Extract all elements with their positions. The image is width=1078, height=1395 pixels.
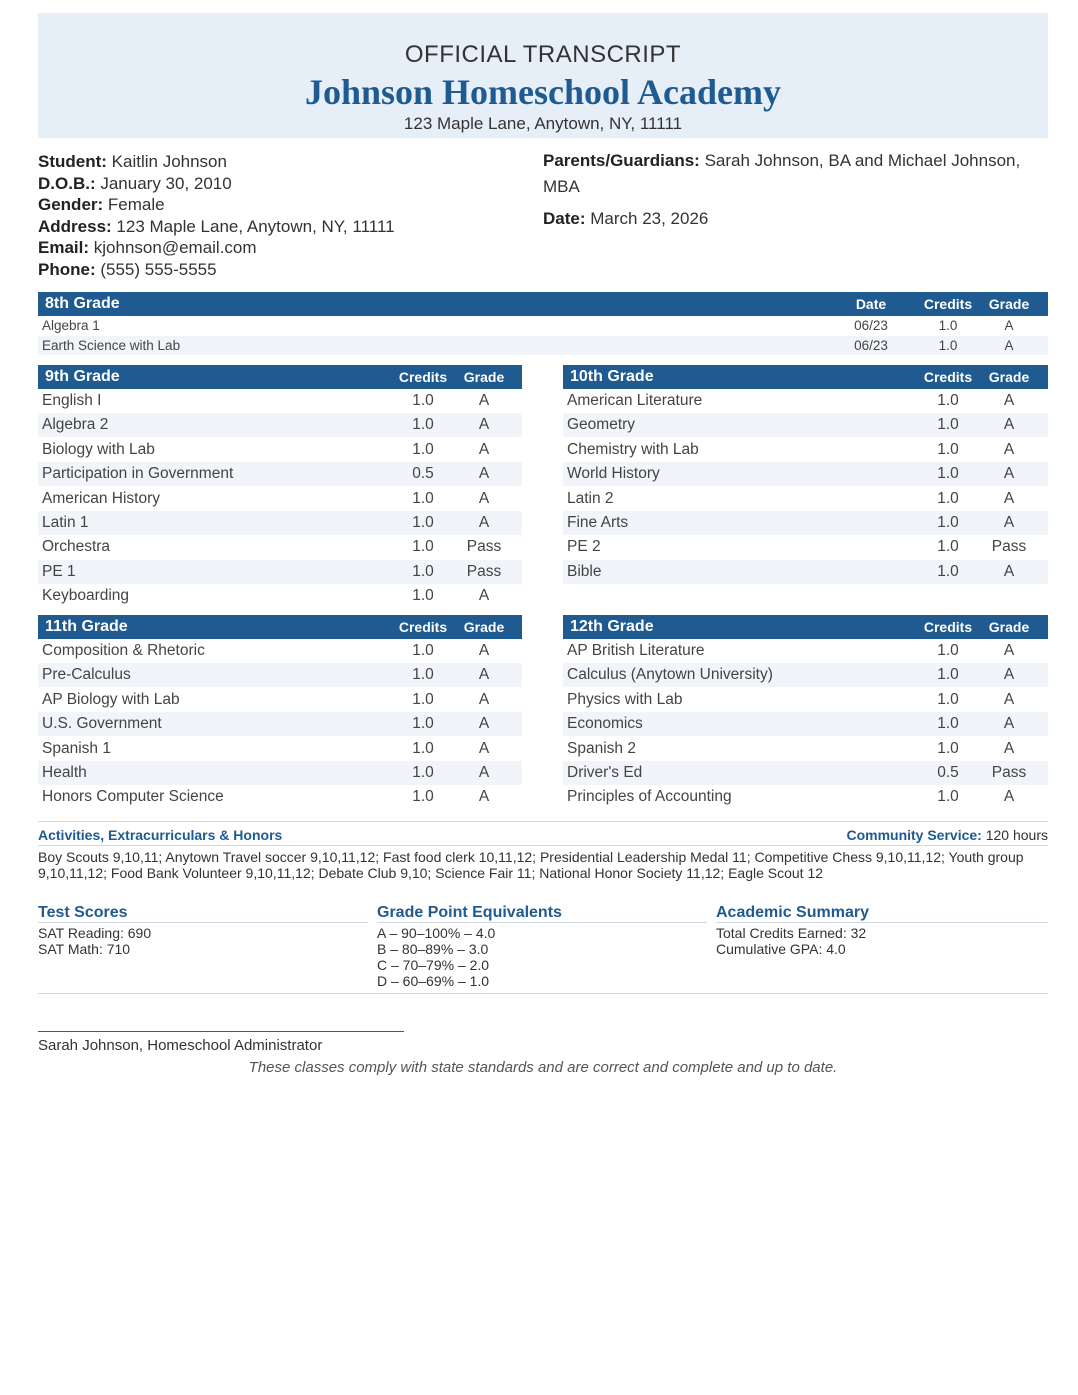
school-name: Johnson Homeschool Academy [304, 72, 782, 112]
parents-line [543, 148, 1053, 200]
grade12-grade-header: Grade [988, 619, 1030, 635]
grade8-grade-header: Grade [988, 296, 1030, 312]
table-row [38, 535, 522, 559]
gpa-equivalents-title: Grade Point Equivalents [377, 904, 562, 921]
course-grade: A [478, 392, 490, 409]
grade9-title: 9th Grade [45, 368, 120, 385]
course-credits: 1.0 [412, 764, 434, 781]
course-grade: A [1003, 715, 1015, 733]
course-grade: A [1003, 440, 1015, 458]
address-value: 123 Maple Lane, Anytown, NY, 11111 [116, 216, 395, 236]
course-credits: 0.5 [412, 465, 434, 483]
course-credits: 1.0 [412, 739, 434, 757]
table-row [563, 535, 1048, 559]
course-name: PE 1 [42, 562, 76, 580]
course-grade: A [1003, 465, 1015, 483]
gpa-line-a: A – 90–100% – 4.0 [377, 925, 496, 941]
grade12-header [563, 615, 1048, 639]
student-label: Student: [38, 152, 107, 171]
course-credits: 1.0 [937, 416, 959, 434]
course-name: English I [42, 392, 102, 409]
course-name: Orchestra [42, 538, 111, 556]
phone-label: Phone: [38, 259, 96, 279]
grade9-grade-header: Grade [463, 369, 505, 385]
course-grade: A [1003, 788, 1015, 806]
official-transcript-label: OFFICIAL TRANSCRIPT [404, 41, 682, 68]
community-service-value: 120 hours [985, 827, 1048, 843]
community-service-label: Community Service: [846, 827, 982, 843]
course-name: Health [42, 764, 87, 781]
course-credits: 1.0 [937, 562, 959, 580]
certification-statement: These classes comply with state standards and are correct and complete and up to date. [248, 1059, 838, 1076]
sat-math: SAT Math: 710 [38, 941, 131, 957]
course-grade: A [478, 666, 490, 684]
course-name: Spanish 1 [42, 739, 111, 757]
gender-line [38, 194, 518, 216]
grade11-title: 11th Grade [45, 618, 128, 635]
table-row [563, 438, 1048, 462]
student-info [38, 151, 518, 280]
course-name: Calculus (Anytown University) [567, 666, 773, 684]
grade8-header [38, 292, 1048, 316]
course-name: PE 2 [567, 538, 601, 556]
course-grade: A [1004, 337, 1014, 353]
course-grade: A [1003, 562, 1015, 580]
parents-label: Parents/Guardians: [543, 151, 700, 170]
gpa-equivalents-divider [377, 922, 707, 923]
course-grade: A [1003, 514, 1015, 531]
grade11-credits-header: Credits [398, 619, 448, 635]
parents-value: Sarah Johnson, BA and Michael Johnson, MBA [543, 151, 1021, 196]
course-credits: 1.0 [937, 489, 959, 507]
activities-text: Boy Scouts 9,10,11; Anytown Travel soccer 9,10,11,12; Fast food clerk 10,11,12; Presidential Leadership Medal 11; Competitive Chess 9,10,11,12; Youth group 9,10,11,12; Food Bank Volunteer 9,10,11,12; Debate Club 9,10; Science Fair 11; National Honor Society 11,12; Eagle Scout 12 [38, 849, 1024, 881]
table-row [563, 511, 1048, 535]
course-grade: Pass [466, 562, 502, 580]
course-name: Latin 1 [42, 514, 89, 531]
course-name: Geometry [567, 416, 636, 434]
table-row [38, 511, 522, 535]
course-grade: A [1003, 642, 1015, 659]
course-grade: A [478, 465, 490, 483]
course-name: Algebra 2 [42, 416, 109, 434]
table-row [38, 560, 522, 584]
activities-top-divider [38, 821, 1048, 822]
course-credits: 1.0 [937, 642, 959, 659]
course-credits: 1.0 [412, 642, 434, 659]
course-grade: A [1004, 318, 1014, 333]
course-credits: 1.0 [937, 465, 959, 483]
course-grade: A [478, 489, 490, 507]
activities-divider [38, 845, 1048, 846]
course-credits: 1.0 [937, 788, 959, 806]
academic-summary-list [716, 925, 866, 957]
course-credits: 1.0 [412, 514, 434, 531]
test-scores-list [38, 925, 151, 957]
table-row [563, 462, 1048, 486]
course-grade: A [1003, 489, 1015, 507]
course-date: 06/23 [854, 337, 888, 353]
course-credits: 1.0 [412, 666, 434, 684]
table-row [38, 584, 522, 608]
course-credits: 1.0 [937, 538, 959, 556]
table-row [38, 413, 522, 437]
student-name: Kaitlin Johnson [111, 152, 227, 171]
course-credits: 1.0 [937, 690, 959, 708]
course-name: Driver's Ed [567, 764, 643, 781]
table-row [38, 336, 1048, 355]
course-name: AP British Literature [567, 642, 705, 659]
table-row [563, 560, 1048, 584]
course-credits: 1.0 [938, 318, 958, 333]
grade8-title: 8th Grade [45, 295, 120, 312]
course-grade: A [478, 642, 490, 659]
gpa-line-c: C – 70–79% – 2.0 [377, 957, 490, 973]
grade10-grade-header: Grade [988, 369, 1030, 385]
table-row [38, 663, 522, 687]
gpa-line-d: D – 60–69% – 1.0 [377, 973, 490, 989]
course-name: Fine Arts [567, 514, 629, 531]
course-name: Economics [567, 715, 643, 733]
grade10-title: 10th Grade [570, 368, 654, 385]
table-row [563, 413, 1048, 437]
course-name: Pre-Calculus [42, 666, 131, 684]
course-name: American History [42, 489, 160, 507]
table-row [38, 487, 522, 511]
course-grade: A [478, 715, 490, 733]
grade8-credits-header: Credits [923, 296, 973, 312]
date-label: Date: [543, 209, 586, 228]
cumulative-gpa: Cumulative GPA: 4.0 [716, 941, 846, 957]
school-address: 123 Maple Lane, Anytown, NY, 11111 [403, 114, 683, 133]
course-grade: A [1003, 392, 1015, 409]
course-grade: Pass [466, 538, 502, 556]
table-row [563, 639, 1048, 663]
course-name: American Literature [567, 392, 703, 409]
table-row [38, 737, 522, 761]
course-credits: 1.0 [412, 392, 434, 409]
course-credits: 1.0 [412, 788, 434, 806]
table-row [38, 688, 522, 712]
dob-value: January 30, 2010 [100, 173, 232, 193]
course-grade: A [478, 440, 490, 458]
course-name: Honors Computer Science [42, 788, 224, 806]
course-name: Keyboarding [42, 587, 130, 605]
course-credits: 1.0 [937, 666, 959, 684]
phone-value: (555) 555-5555 [100, 259, 217, 279]
course-name: AP Biology with Lab [42, 690, 180, 708]
course-name: Spanish 2 [567, 739, 636, 757]
course-name: Principles of Accounting [567, 788, 732, 806]
address-line [38, 216, 518, 238]
grade9-header [38, 365, 522, 389]
course-grade: A [1003, 739, 1015, 757]
table-row [563, 785, 1048, 809]
phone-line [38, 259, 518, 281]
course-credits: 1.0 [937, 440, 959, 458]
course-grade: A [478, 690, 490, 708]
guardian-info [543, 148, 1053, 232]
date-line [543, 206, 1053, 232]
test-scores-title: Test Scores [38, 904, 128, 921]
course-name: Algebra 1 [42, 318, 100, 333]
table-row [38, 438, 522, 462]
table-row [38, 785, 522, 809]
course-credits: 1.0 [937, 715, 959, 733]
course-grade: A [478, 416, 490, 434]
course-grade: Pass [991, 764, 1027, 781]
test-scores-divider [38, 922, 368, 923]
course-name: Latin 2 [567, 489, 614, 507]
table-row [38, 639, 522, 663]
date-value: March 23, 2026 [590, 209, 709, 228]
academic-summary-title: Academic Summary [716, 904, 869, 921]
course-credits: 0.5 [937, 764, 959, 781]
course-credits: 1.0 [412, 690, 434, 708]
grade10-credits-header: Credits [923, 369, 973, 385]
gender-value: Female [107, 195, 165, 214]
course-credits: 1.0 [937, 392, 959, 409]
table-row [563, 737, 1048, 761]
course-date: 06/23 [854, 318, 888, 333]
course-grade: A [478, 514, 490, 531]
course-grade: A [1003, 416, 1015, 434]
grade12-title: 12th Grade [570, 618, 654, 635]
community-service [846, 827, 1048, 843]
transcript-header [38, 13, 1048, 138]
sat-reading: SAT Reading: 690 [38, 925, 152, 941]
course-credits: 1.0 [412, 416, 434, 434]
email-label: Email: [38, 238, 90, 257]
course-credits: 1.0 [412, 538, 434, 556]
course-credits: 1.0 [412, 715, 434, 733]
table-row [563, 663, 1048, 687]
course-grade: A [1003, 666, 1015, 684]
course-name: Chemistry with Lab [567, 440, 699, 458]
table-row [563, 389, 1048, 413]
course-name: World History [567, 465, 660, 483]
course-name: Bible [567, 562, 602, 580]
table-row [563, 688, 1048, 712]
signature-name: Sarah Johnson, Homeschool Administrator [38, 1037, 323, 1054]
email-value: kjohnson@email.com [93, 238, 257, 257]
gpa-line-b: B – 80–89% – 3.0 [377, 941, 489, 957]
course-credits: 1.0 [412, 440, 434, 458]
course-credits: 1.0 [937, 514, 959, 531]
table-row [38, 389, 522, 413]
signature-line [38, 1031, 404, 1032]
activities-title: Activities, Extracurriculars & Honors [38, 827, 283, 843]
course-grade: Pass [991, 538, 1027, 556]
course-grade: A [478, 587, 490, 605]
course-name: Biology with Lab [42, 440, 155, 458]
summary-bottom-divider [38, 993, 1048, 994]
table-row [563, 487, 1048, 511]
grade10-header [563, 365, 1048, 389]
course-name: Participation in Government [42, 465, 234, 483]
gender-label: Gender: [38, 195, 104, 214]
table-row [38, 462, 522, 486]
grade12-credits-header: Credits [923, 619, 973, 635]
table-row [38, 712, 522, 736]
course-name: Composition & Rhetoric [42, 642, 205, 659]
dob-label: D.O.B.: [38, 173, 96, 193]
grade9-credits-header: Credits [398, 369, 448, 385]
gpa-equivalents-list [377, 925, 495, 989]
grade8-date-header: Date [855, 296, 887, 312]
course-grade: A [478, 764, 490, 781]
course-name: U.S. Government [42, 715, 162, 733]
course-credits: 1.0 [937, 739, 959, 757]
course-name: Earth Science with Lab [42, 337, 181, 353]
course-name: Physics with Lab [567, 690, 683, 708]
student-name-line [38, 151, 518, 173]
course-grade: A [1003, 690, 1015, 708]
table-row [563, 712, 1048, 736]
course-credits: 1.0 [412, 587, 434, 605]
course-grade: A [478, 788, 490, 806]
email-line [38, 237, 518, 259]
dob-line [38, 173, 518, 195]
grade11-header [38, 615, 522, 639]
grade11-grade-header: Grade [463, 619, 505, 635]
course-credits: 1.0 [412, 489, 434, 507]
course-credits: 1.0 [938, 337, 958, 353]
address-label: Address: [38, 216, 112, 236]
academic-summary-divider [716, 922, 1048, 923]
total-credits: Total Credits Earned: 32 [716, 925, 867, 941]
table-row [38, 761, 522, 785]
table-row [38, 316, 1048, 335]
table-row [563, 761, 1048, 785]
course-credits: 1.0 [412, 562, 434, 580]
course-grade: A [478, 739, 490, 757]
